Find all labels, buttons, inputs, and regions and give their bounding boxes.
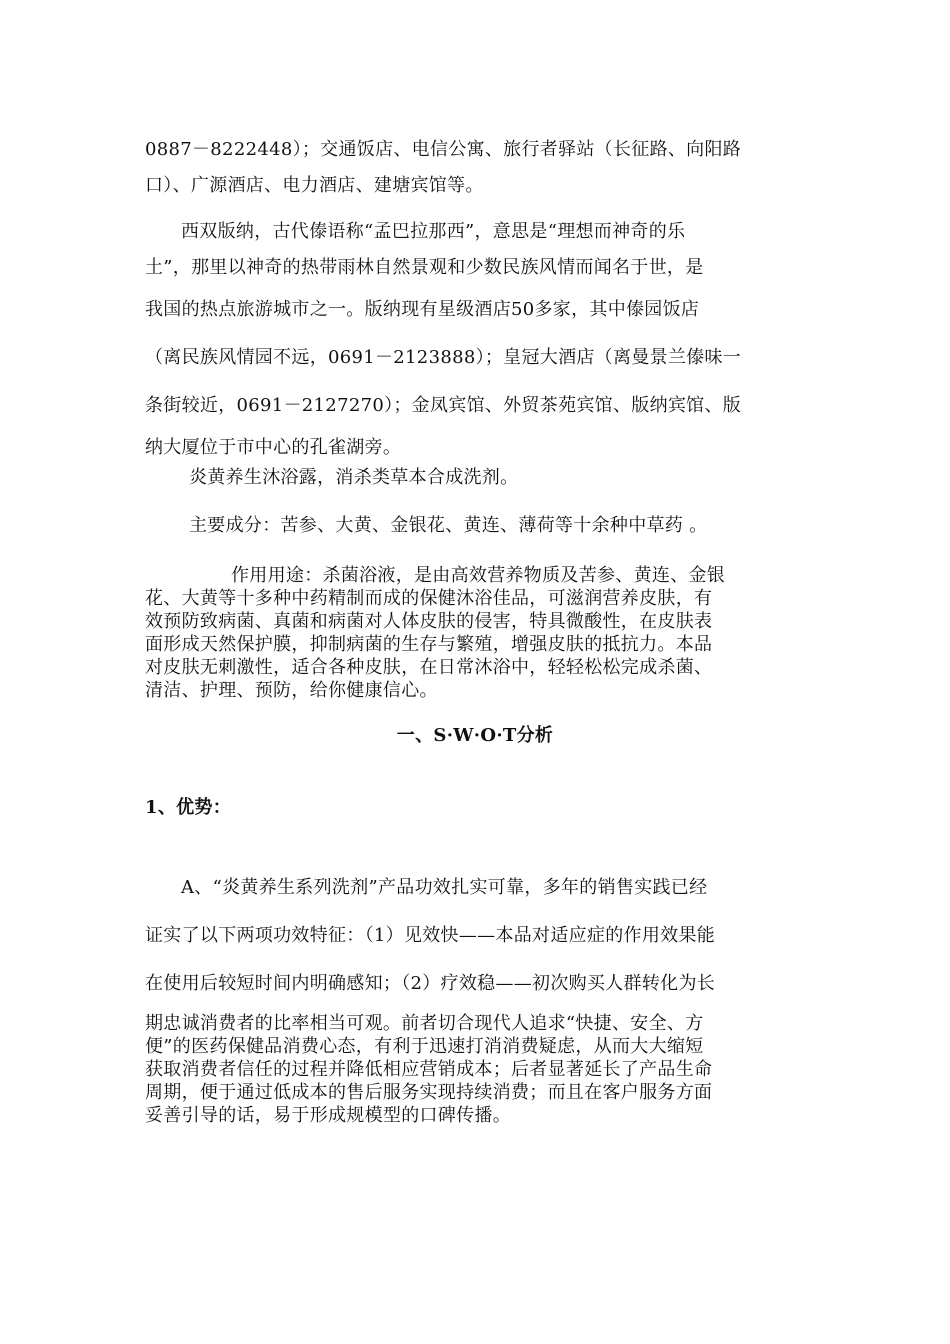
text-line: 证实了以下两项功效特征：（1）见效快——本品对适应症的作用效果能 — [145, 925, 716, 946]
text-line: 口）、广源酒店、电力酒店、建塘宾馆等。 — [145, 175, 484, 196]
text-line: 面形成天然保护膜，抑制病菌的生存与繁殖，增强皮肤的抵抗力。本品 — [145, 634, 713, 655]
text-line: 西双版纳，古代傣语称“孟巴拉那西”，意思是“理想而神奇的乐 — [181, 221, 686, 242]
text-line: A、“炎黄养生系列洗剂”产品功效扎实可靠，多年的销售实践已经 — [181, 877, 708, 898]
text-line: 周期，便于通过低成本的售后服务实现持续消费；而且在客户服务方面 — [145, 1082, 713, 1103]
strength-heading: 1、优势： — [145, 797, 232, 818]
text-line: 对皮肤无刺激性，适合各种皮肤，在日常沐浴中，轻轻松松完成杀菌、 — [145, 657, 713, 678]
text-line: 纳大厦位于市中心的孔雀湖旁。 — [145, 437, 402, 458]
text-line: 0887－8222448）；交通饭店、电信公寓、旅行者驿站（长征路、向阳路 — [145, 139, 742, 160]
hotel-continuation-paragraph — [145, 132, 805, 204]
text-line: 获取消费者信任的过程并降低相应营销成本；后者显著延长了产品生命 — [145, 1059, 713, 1080]
text-line: 期忠诚消费者的比率相当可观。前者切合现代人追求“快捷、安全、方 — [145, 1013, 704, 1034]
usage-paragraph — [145, 564, 805, 702]
swot-heading: 一、S·W·O·T分析 — [396, 725, 554, 746]
text-line: 效预防致病菌、真菌和病菌对人体皮肤的侵害，特具微酸性，在皮肤表 — [145, 611, 713, 632]
text-line: 条街较近，0691－2127270）；金凤宾馆、外贸茶苑宾馆、版纳宾馆、版 — [145, 395, 742, 416]
text-line: 我国的热点旅游城市之一。版纳现有星级酒店50多家，其中傣园饭店 — [145, 299, 700, 320]
text-line: 便”的医药保健品消费心态，有利于迅速打消消费疑虑，从而大大缩短 — [145, 1036, 704, 1057]
strength-paragraph — [145, 864, 805, 1127]
text-line: 作用用途：杀菌浴液，是由高效营养物质及苦参、黄连、金银 — [231, 565, 726, 586]
ingredients-line: 主要成分：苦参、大黄、金银花、黄连、薄荷等十余种中草药 。 — [189, 515, 708, 536]
text-line: 在使用后较短时间内明确感知；（2）疗效稳——初次购买人群转化为长 — [145, 973, 716, 994]
text-line: 土”，那里以神奇的热带雨林自然景观和少数民族风情而闻名于世，是 — [145, 257, 704, 278]
xishuangbanna-paragraph — [145, 214, 805, 466]
text-line: 妥善引导的话，易于形成规模型的口碑传播。 — [145, 1105, 511, 1126]
product-name-line: 炎黄养生沐浴露，消杀类草本合成洗剂。 — [189, 467, 519, 488]
text-line: （离民族风情园不远，0691－2123888）；皇冠大酒店（离曼景兰傣味一 — [145, 347, 742, 368]
text-line: 清洁、护理、预防，给你健康信心。 — [145, 680, 438, 701]
text-line: 花、大黄等十多种中药精制而成的保健沐浴佳品，可滋润营养皮肤，有 — [145, 588, 713, 609]
